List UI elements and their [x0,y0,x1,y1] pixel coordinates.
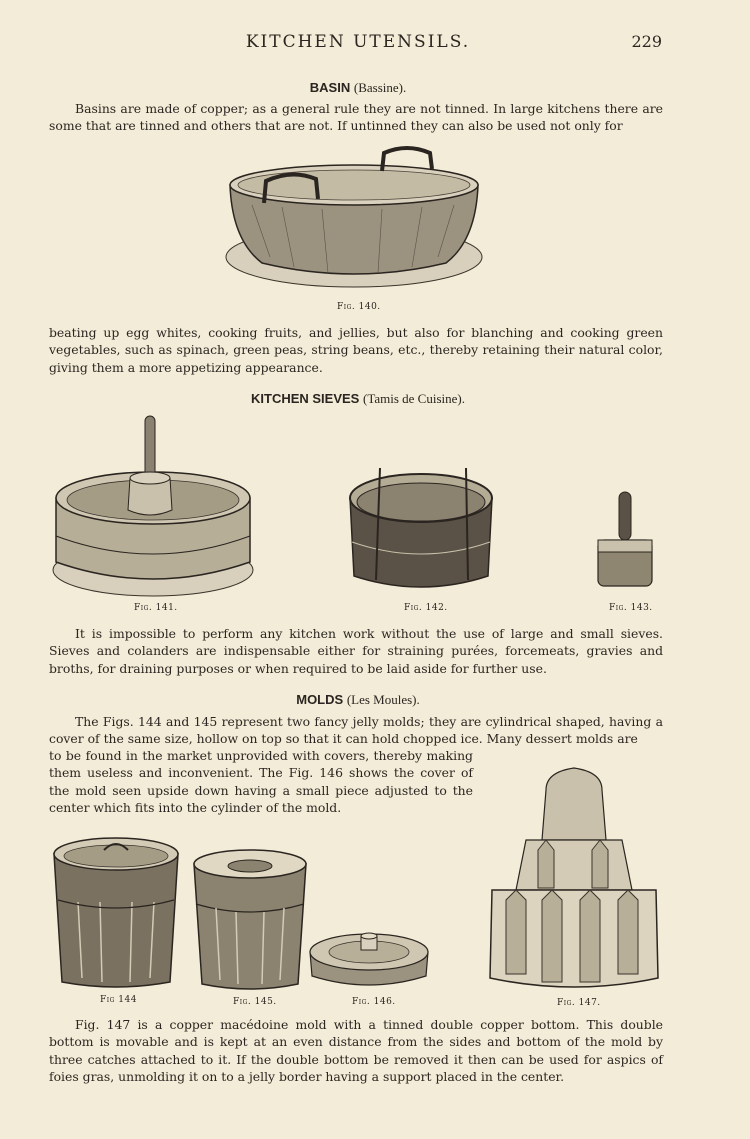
molds-heading [0,692,716,708]
basin-illustration [222,145,486,295]
hand-sieve-illustration [594,490,656,590]
round-sieve-illustration [346,462,496,600]
fig-141-caption: Fig. 141. [134,603,178,613]
running-head [0,30,750,56]
molds-paragraph-2: Fig. 147 is a copper macédoine mold with a tinned double copper bottom. This double bottom is movable and is kept at an even distance from the sides and bottom of the mold by three catches attached to it. If the double bottom be removed it then can be used for aspics of foies gras, unmolding it on to a jelly border having a support placed in the center. [49,1017,663,1084]
basin-title: BASIN [309,80,351,95]
sieves-subtitle: (Tamis de Cuisine). [362,391,465,406]
sieves-paragraph: It is impossible to perform any kitchen work without the use of large and small sieves. Sieves and colanders are indispensable either for straining purées, forcemeats, gravies and broths, for draining purposes or when required to be laid aside for further use. [49,626,663,676]
basin-heading [0,80,716,96]
mold-cover-146-illustration [306,922,432,994]
jelly-mold-145-illustration [188,846,312,992]
jelly-mold-144-illustration [48,832,184,992]
macedoine-mold-illustration [486,760,662,996]
running-title: KITCHEN UTENSILS. [245,32,471,52]
fig-147-caption: Fig. 147. [557,998,601,1008]
sieves-title: KITCHEN SIEVES [251,391,360,406]
fig-140-caption: Fig. 140. [337,302,381,312]
molds-paragraph-1: The Figs. 144 and 145 represent two fancy jelly molds; they are cylindrical shaped, having a cover of the same size, hollow on top so that it can hold chopped ice. Many dessert molds are [49,714,663,747]
basin-paragraph-2: beating up egg whites, cooking fruits, and jellies, but also for blanching and cooking green vegetables, such as spinach, green peas, string beans, etc., thereby retaining their natural color, giving them a more appetizing appearance. [49,325,663,375]
molds-paragraph-1-continued: to be found in the market unprovided with covers, thereby making them useless and inconvenient. The Fig. 146 shows the cover of the mold seen upside down having a small piece adjusted to the center which fits into the cylinder of the mold. [49,748,473,815]
basin-paragraph-1: Basins are made of copper; as a general rule they are not tinned. In large kitchens there are some that are tinned and others that are not. If untinned they can also be used not only for [49,101,663,134]
basin-subtitle: (Bassine). [353,80,407,95]
molds-subtitle: (Les Moules). [346,692,420,707]
page-number: 229 [631,32,662,51]
fig-145-caption: Fig. 145. [233,997,277,1007]
fig-146-caption: Fig. 146. [352,997,396,1007]
molds-title: MOLDS [296,692,344,707]
sieves-heading [0,391,716,407]
fig-144-caption: Fig 144 [100,995,137,1005]
fig-142-caption: Fig. 142. [404,603,448,613]
large-sieve-illustration [50,412,256,600]
fig-143-caption: Fig. 143. [609,603,653,613]
